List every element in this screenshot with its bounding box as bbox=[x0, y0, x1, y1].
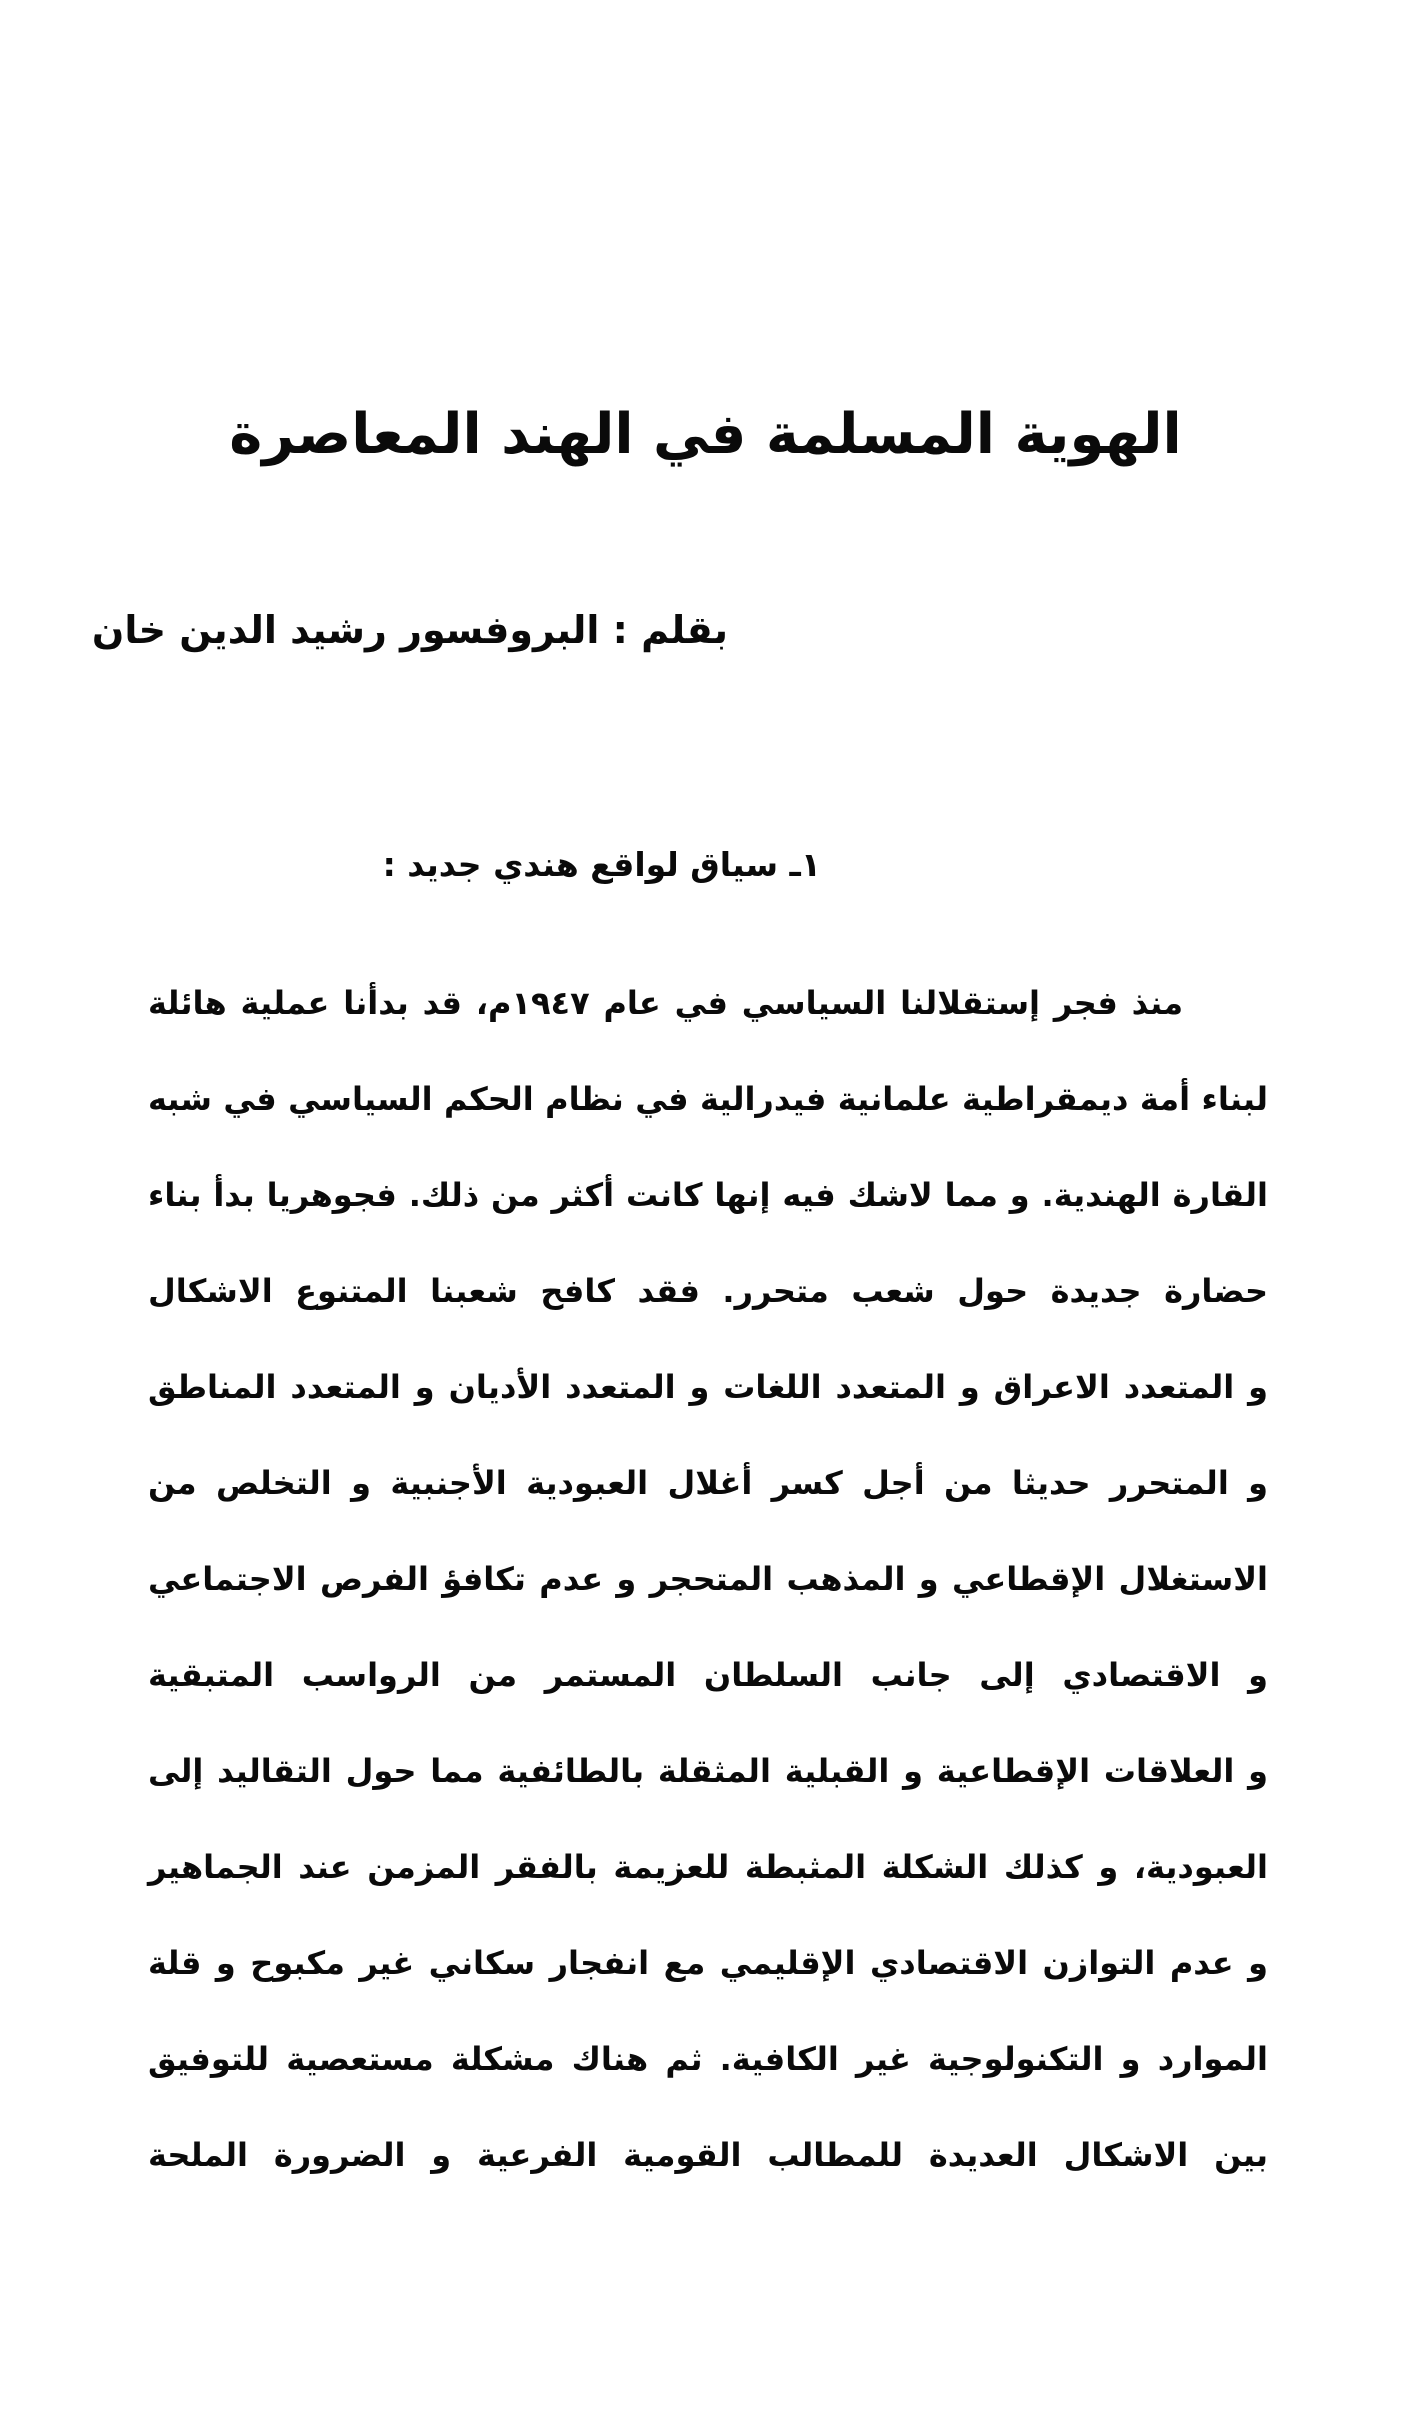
paragraph-line: حضارة جديدة حول شعب متحرر. فقد كافح شعبنا المتنوع الاشكال bbox=[148, 1272, 1268, 1310]
paragraph-line: بين الاشكال العديدة للمطالب القومية الفرعية و الضرورة الملحة bbox=[148, 2136, 1268, 2174]
paragraph-line: القارة الهندية. و مما لاشك فيه إنها كانت أكثر من ذلك. فجوهريا بدأ بناء bbox=[148, 1176, 1268, 1214]
paragraph-line: و عدم التوازن الاقتصادي الإقليمي مع انفجار سكاني غير مكبوح و قلة bbox=[148, 1944, 1268, 1982]
paragraph-line: و المتحرر حديثا من أجل كسر أغلال العبودية الأجنبية و التخلص من bbox=[148, 1464, 1268, 1502]
section-heading: ١ـ سياق لواقع هندي جديد : bbox=[382, 845, 821, 884]
paragraph-line: لبناء أمة ديمقراطية علمانية فيدرالية في نظام الحكم السياسي في شبه bbox=[148, 1080, 1268, 1118]
body-paragraph bbox=[148, 955, 1268, 2203]
paragraph-line: و العلاقات الإقطاعية و القبلية المثقلة بالطائفية مما حول التقاليد إلى bbox=[148, 1752, 1268, 1790]
paragraph-line: منذ فجر إستقلالنا السياسي في عام ١٩٤٧م، قد بدأنا عملية هائلة bbox=[148, 984, 1184, 1022]
paragraph-line: و الاقتصادي إلى جانب السلطان المستمر من الرواسب المتبقية bbox=[148, 1656, 1268, 1694]
document-title: الهوية المسلمة في الهند المعاصرة bbox=[229, 402, 1182, 467]
paragraph-line: الموارد و التكنولوجية غير الكافية. ثم هناك مشكلة مستعصية للتوفيق bbox=[148, 2040, 1268, 2078]
author-byline: بقلم : البروفسور رشيد الدين خان bbox=[91, 608, 728, 652]
paragraph-line: الاستغلال الإقطاعي و المذهب المتحجر و عدم تكافؤ الفرص الاجتماعي bbox=[148, 1560, 1268, 1598]
paragraph-line: العبودية، و كذلك الشكلة المثبطة للعزيمة بالفقر المزمن عند الجماهير bbox=[148, 1848, 1268, 1886]
paragraph-line: و المتعدد الاعراق و المتعدد اللغات و المتعدد الأديان و المتعدد المناطق bbox=[148, 1368, 1268, 1406]
